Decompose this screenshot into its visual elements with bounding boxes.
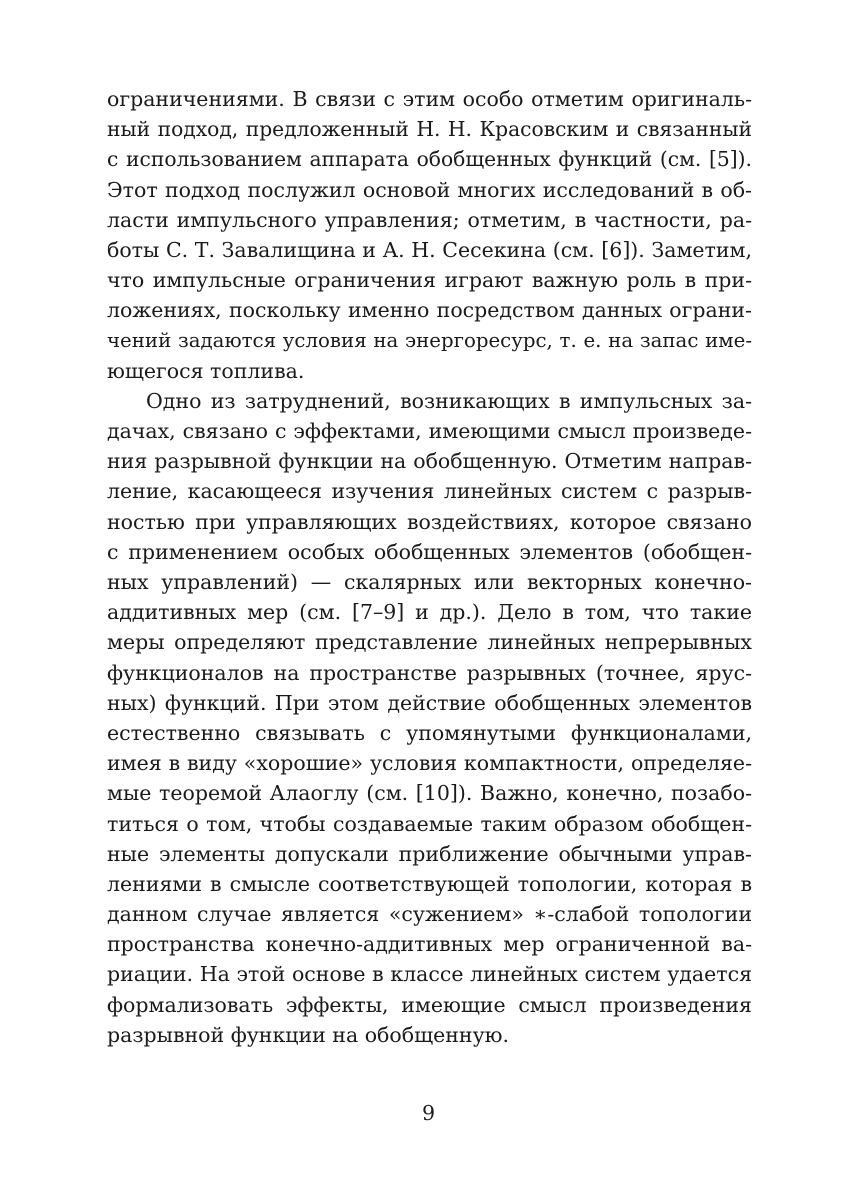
text-line: функционалов на пространстве разрывных (точнее, ярус- [107, 660, 752, 685]
text-line: ласти импульсного управления; отметим, в частности, ра- [107, 207, 752, 232]
text-line: ностью при управляющих воздействиях, которое связано [107, 509, 752, 534]
text-line: ограничениями. В связи с этим особо отметим оригиналь- [107, 87, 752, 111]
text-line: ление, касающееся изучения линейных систем с разрыв- [107, 479, 752, 504]
text-line: пространства конечно-аддитивных мер ограниченной ва- [107, 932, 752, 957]
text-line: риации. На этой основе в классе линейных систем удается [107, 962, 752, 987]
text-line: ложениях, поскольку именно посредством данных ограни- [107, 298, 752, 323]
paragraph-2 [107, 386, 752, 1050]
text-line: разрывной функции на обобщенную. [107, 1022, 510, 1047]
text-line: с применением особых обобщенных элементов (обобщен- [107, 539, 752, 564]
text-line: титься о том, чтобы создаваемые таким образом обобщен- [107, 811, 752, 836]
text-line: боты С. Т. Завалищина и А. Н. Сесекина (см. [6]). Заметим, [107, 237, 752, 262]
text-line: ные элементы допускали приближение обычными управ- [107, 841, 752, 866]
page-number: 9 [421, 1101, 436, 1125]
text-line: ющегося топлива. [107, 358, 305, 383]
text-line: естественно связывать с упомянутыми функционалами, [107, 720, 752, 745]
text-line: Этот подход послужил основой многих исследований в об- [107, 177, 752, 202]
text-line: ных) функций. При этом действие обобщенных элементов [107, 690, 752, 715]
text-line: ный подход, предложенный Н. Н. Красовским и связанный [107, 117, 752, 142]
body-text [107, 84, 752, 1050]
text-line: дачах, связано с эффектами, имеющими смысл произведе- [107, 419, 752, 444]
text-line: мые теоремой Алаоглу (см. [10]). Важно, конечно, позабо- [107, 781, 752, 806]
text-line: лениями в смысле соответствующей топологии, которая в [107, 871, 752, 896]
text-line: формализовать эффекты, имеющие смысл произведения [107, 992, 752, 1017]
text-line: с использованием аппарата обобщенных функций (см. [5]). [107, 147, 752, 172]
text-line: чений задаются условия на энергоресурс, т. е. на запас име- [107, 328, 752, 352]
text-line: данном случае является «сужением» ∗-слабой топологии [107, 902, 752, 927]
text-line: что импульсные ограничения играют важную роль в при- [107, 268, 752, 293]
text-line: ных управлений) — скалярных или векторных конечно- [107, 570, 752, 594]
text-line: Одно из затруднений, возникающих в импульсных за- [146, 388, 752, 413]
paragraph-1 [107, 84, 752, 386]
text-line: аддитивных мер (см. [7–9] и др.). Дело в том, что такие [107, 600, 752, 625]
text-line: имея в виду «хорошие» условия компактности, определяе- [107, 751, 752, 776]
text-line: ния разрывной функции на обобщенную. Отметим направ- [107, 449, 752, 474]
text-line: меры определяют представление линейных непрерывных [107, 630, 752, 655]
